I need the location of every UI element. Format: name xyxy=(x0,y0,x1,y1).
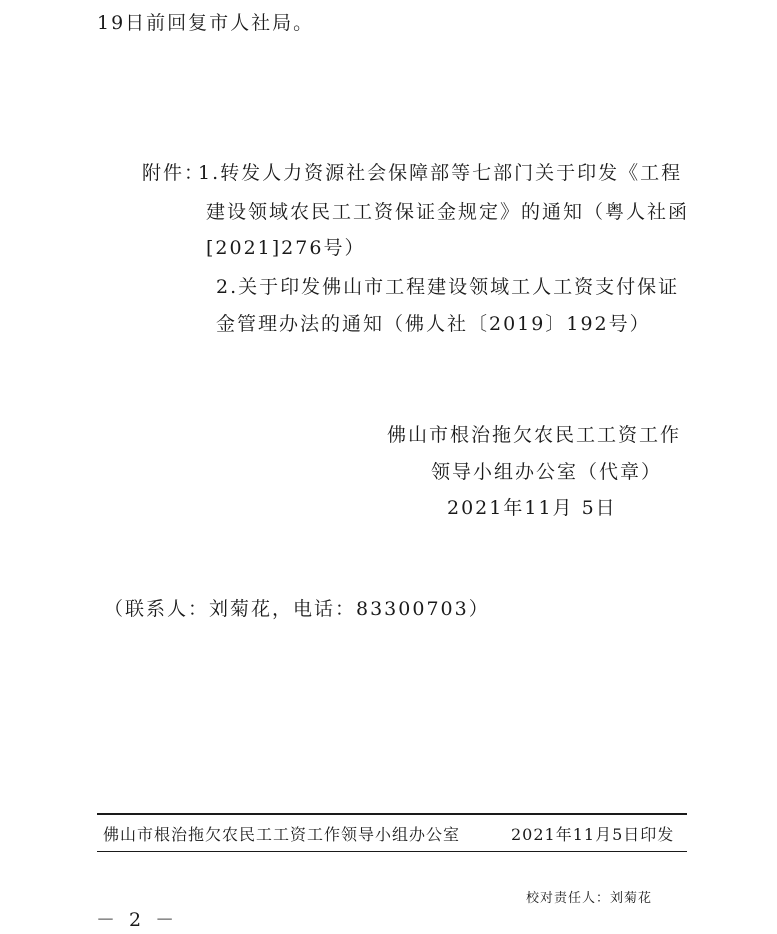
attachment-2-line-1: 2.关于印发佛山市工程建设领域工人工资支付保证 xyxy=(216,276,680,298)
attachment-2-line-2: 金管理办法的通知（佛人社〔2019〕192号） xyxy=(216,313,651,335)
footer-bottom-rule xyxy=(97,851,687,852)
page-number: － 2 － xyxy=(96,909,179,931)
footer-issuer: 佛山市根治拖欠农民工工资工作领导小组办公室 xyxy=(103,825,461,844)
body-closing-line: 19日前回复市人社局。 xyxy=(97,12,315,34)
contact-info: （联系人：刘菊花，电话：83300703） xyxy=(104,598,490,620)
attachment-1-line-1: 1.转发人力资源社会保障部等七部门关于印发《工程 xyxy=(198,162,683,184)
attachment-1-line-3: [2021]276号） xyxy=(206,237,366,259)
signature-org-line-2: 领导小组办公室（代章） xyxy=(431,461,663,483)
footer-top-rule xyxy=(97,813,687,815)
signature-org-line-1: 佛山市根治拖欠农民工工资工作 xyxy=(387,424,682,446)
signature-date: 2021年11月 5日 xyxy=(447,497,617,519)
attachments-label: 附件： xyxy=(142,162,206,184)
proofreader: 校对责任人：刘菊花 xyxy=(526,891,653,906)
footer-issue-date: 2021年11月5日印发 xyxy=(511,825,675,844)
attachment-1-line-2: 建设领域农民工工资保证金规定》的通知（粤人社函 xyxy=(206,201,690,223)
